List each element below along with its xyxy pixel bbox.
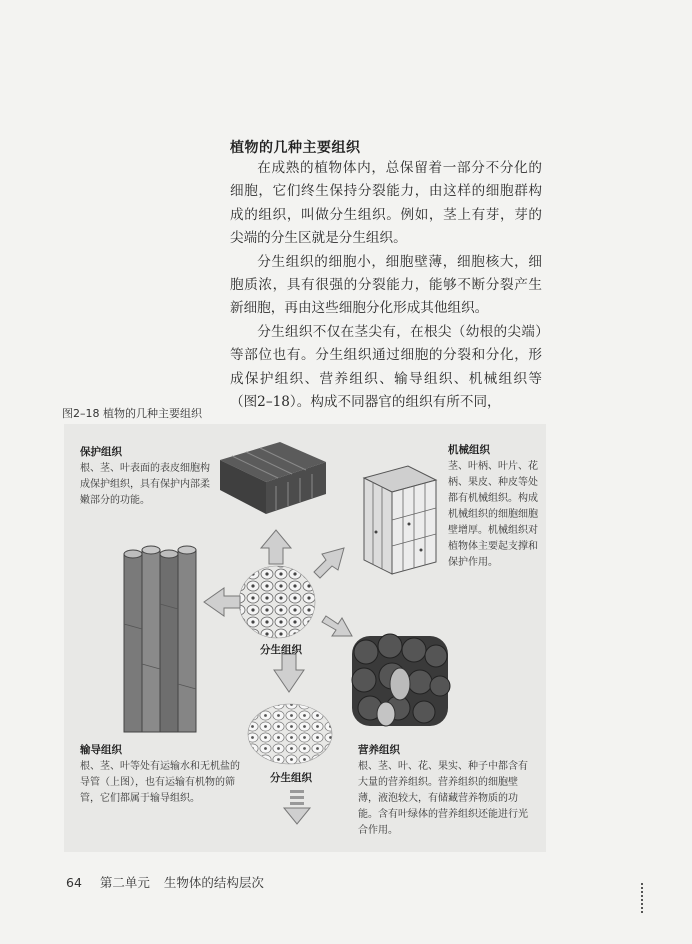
- page-number: 64: [66, 875, 82, 890]
- mechanical-tissue-title: 机械组织: [448, 444, 490, 456]
- conductive-tissue-title: 输导组织: [80, 744, 122, 756]
- conductive-tissue-label: [80, 742, 242, 807]
- page-edge-marks: [641, 883, 645, 913]
- nutritive-tissue-image: [352, 634, 450, 726]
- meristem-tissue-image: [239, 566, 315, 638]
- nutritive-tissue-text: 根、茎、叶、花、果实、种子中都含有大量的营养组织。营养组织的细胞壁薄，液泡较大，有储藏营养物质的功能。含有叶绿体的营养组织还能进行光合作用。: [358, 761, 528, 836]
- arrow-down-icon: [274, 654, 304, 692]
- arrow-left-icon: [204, 588, 240, 616]
- protective-tissue-label: [80, 444, 215, 509]
- protective-tissue-title: 保护组织: [80, 446, 122, 458]
- arrow-up-right-icon: [314, 548, 344, 578]
- conductive-tissue-image: [124, 546, 196, 732]
- paragraph-3: 分生组织不仅在茎尖有，在根尖（幼根的尖端）等部位也有。分生组织通过细胞的分裂和分化，形成保护组织、营养组织、输导组织、机械组织等（图2–18）。构成不同器官的组织有所不同，: [230, 323, 542, 411]
- meristem-label-2: 分生组织: [270, 772, 312, 784]
- plant-tissue-figure: [64, 424, 546, 852]
- meristem-label: 分生组织: [260, 644, 302, 656]
- figure-caption: 图2–18 植物的几种主要组织: [62, 407, 202, 420]
- protective-tissue-text: 根、茎、叶表面的表皮细胞构成保护组织，具有保护内部柔嫩部分的功能。: [80, 463, 210, 506]
- unit-label: 第二单元: [99, 875, 150, 890]
- unit-title: 生物体的结构层次: [163, 875, 264, 890]
- conductive-tissue-text: 根、茎、叶等处有运输水和无机盐的导管（上图），也有运输有机物的筛管，它们都属于输导组织。: [80, 761, 240, 804]
- paragraph-1: 在成熟的植物体内，总保留着一部分不分化的细胞，它们终生保持分裂能力，由这样的细胞群构成的组织，叫做分生组织。例如，茎上有芽，芽的尖端的分生区就是分生组织。: [230, 160, 542, 247]
- page-footer: [66, 873, 264, 891]
- arrow-up-icon: [261, 530, 291, 564]
- dashed-down-arrow-icon: [284, 790, 310, 824]
- mechanical-tissue-label: [448, 442, 540, 571]
- meristem-tissue-image-2: [248, 704, 332, 764]
- nutritive-tissue-label: [358, 742, 536, 839]
- mechanical-tissue-image: [364, 466, 436, 574]
- paragraph-2: 分生组织的细胞小，细胞壁薄，细胞核大，细胞质浓，具有很强的分裂能力，能够不断分裂产生新细胞，再由这些细胞分化形成其他组织。: [230, 253, 542, 317]
- body-text: [230, 157, 542, 414]
- section-title: 植物的几种主要组织: [230, 140, 361, 156]
- arrow-down-right-icon: [322, 616, 352, 636]
- protective-tissue-image: [220, 442, 326, 514]
- mechanical-tissue-text: 茎、叶柄、叶片、花柄、果皮、种皮等处都有机械组织。构成机械组织的细胞细胞壁增厚。机械组织对植物体主要起支撑和保护作用。: [448, 461, 538, 568]
- nutritive-tissue-title: 营养组织: [358, 744, 400, 756]
